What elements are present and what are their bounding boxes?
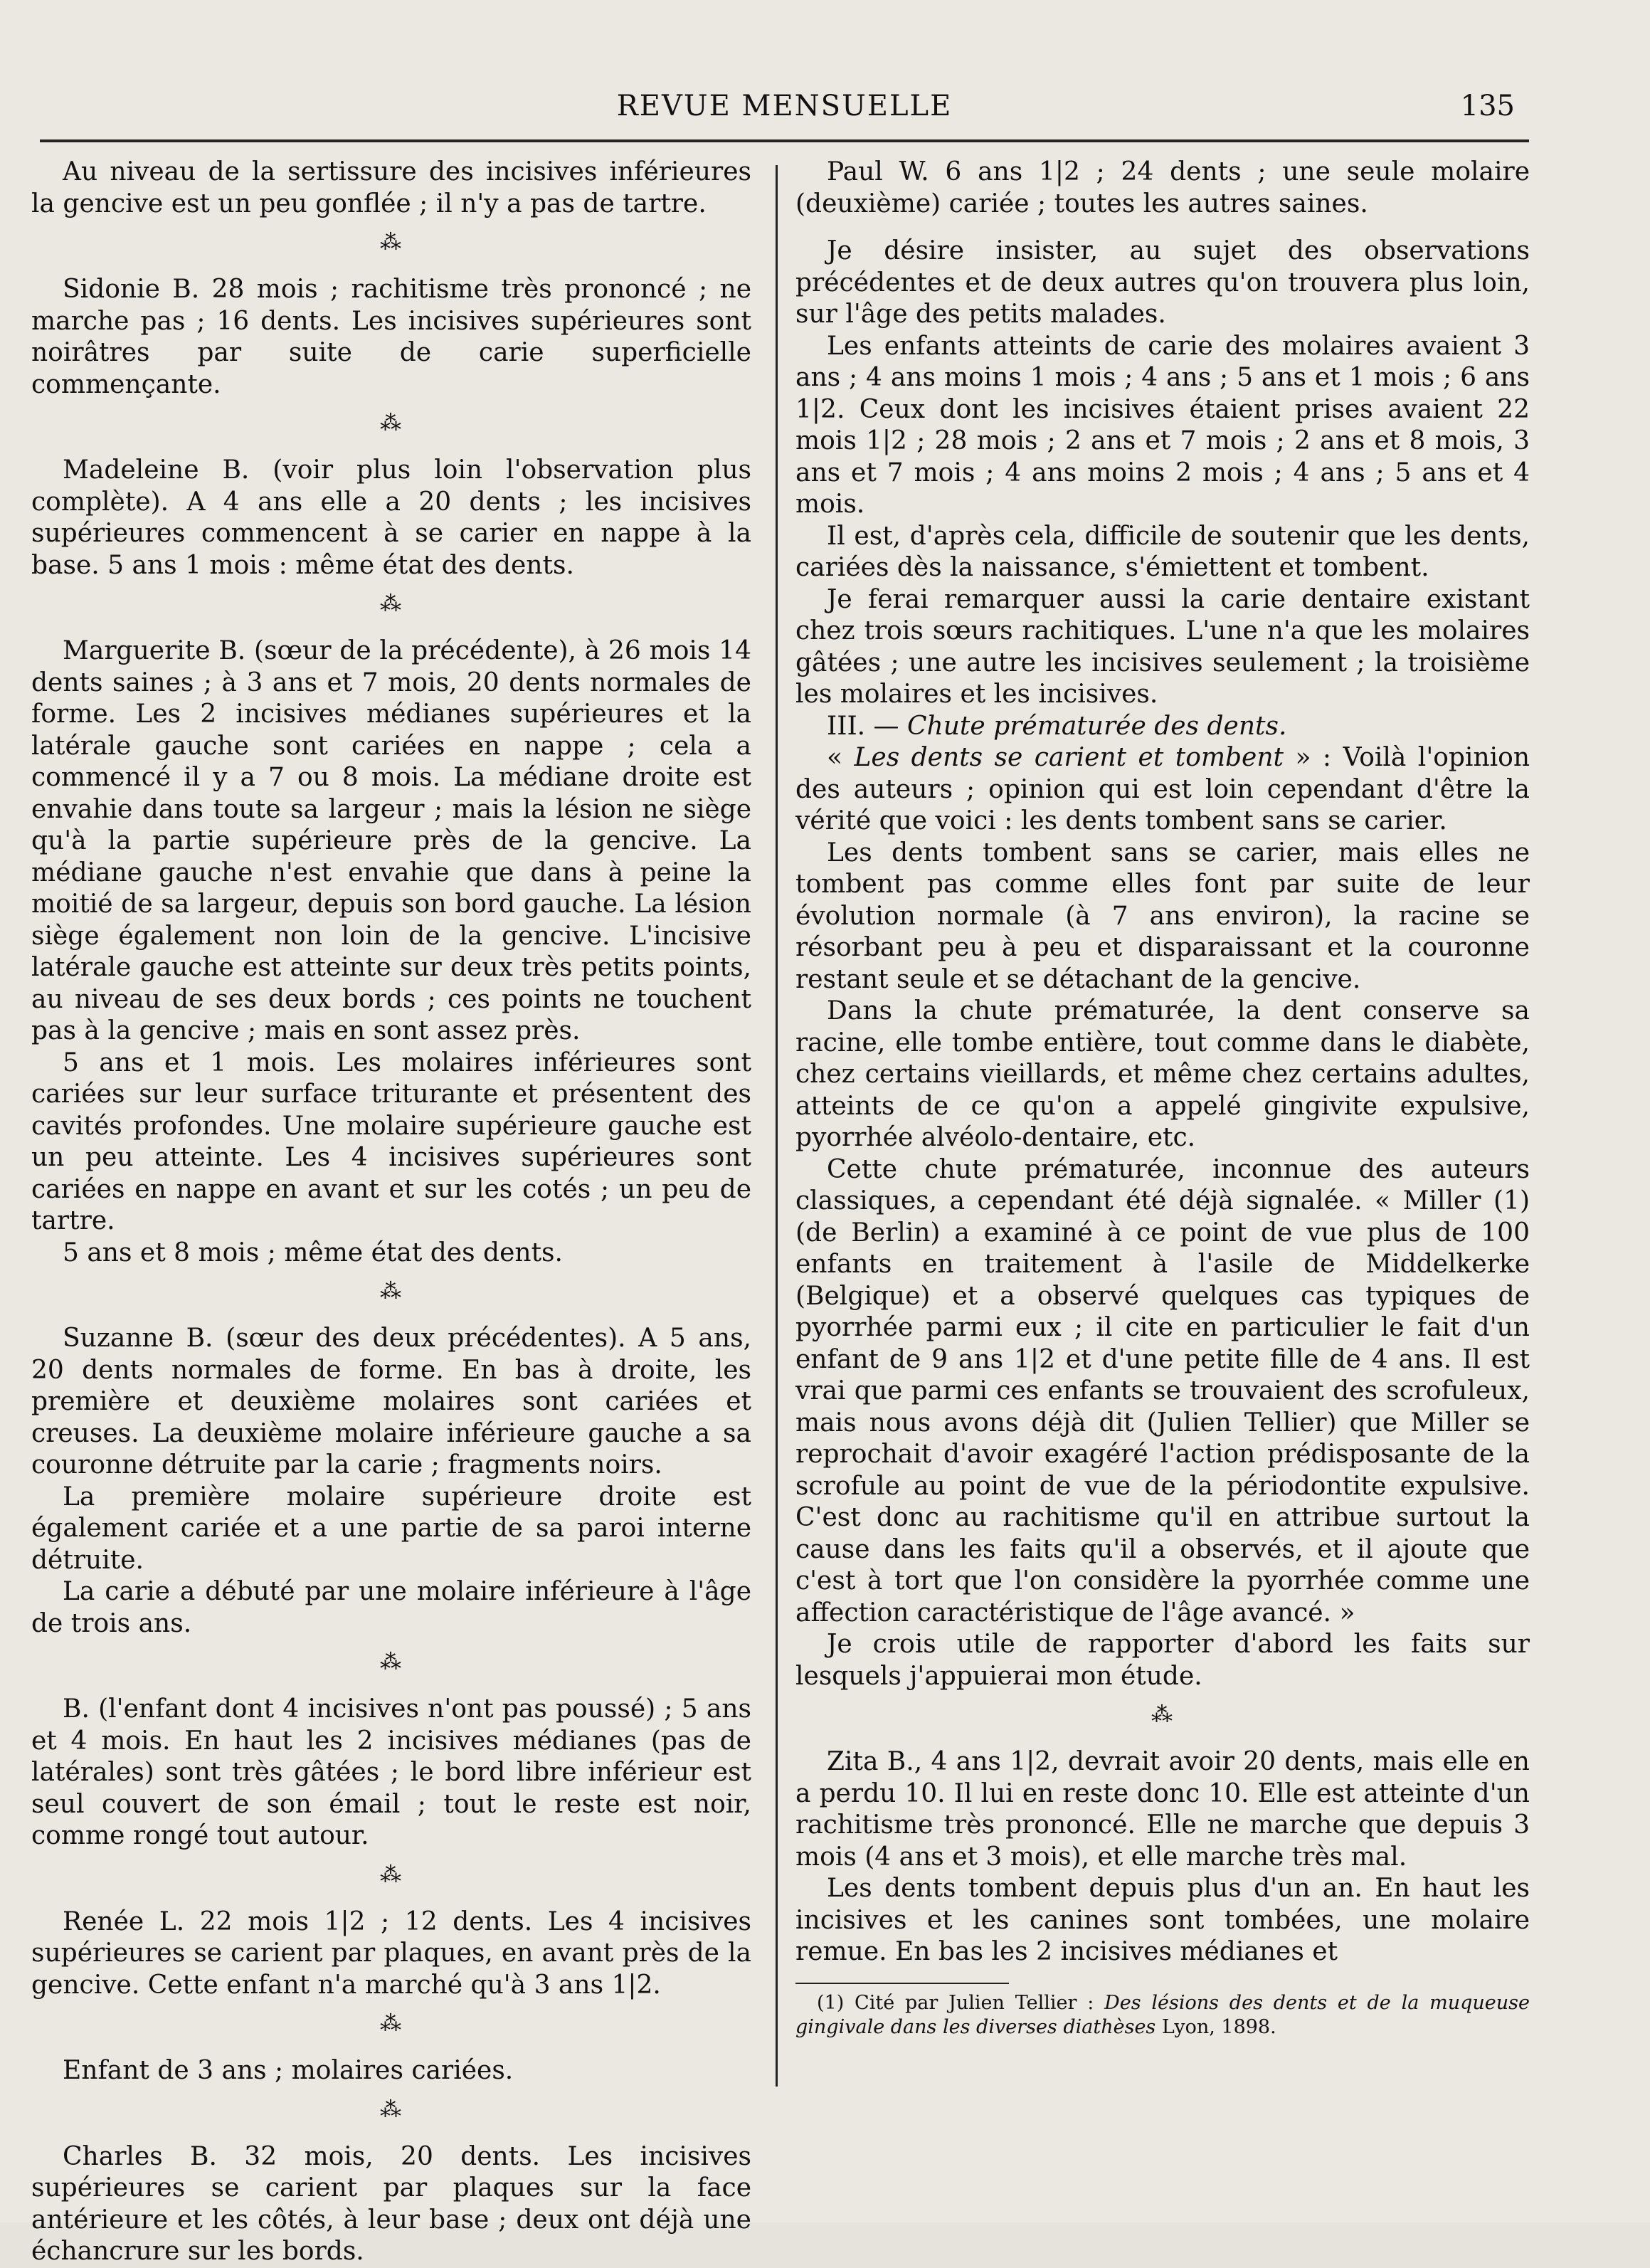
asterism-separator: ⁂ <box>380 591 403 616</box>
paragraph: Enfant de 3 ans ; molaires cariées. <box>63 2056 514 2085</box>
paragraph: Marguerite B. (sœur de la précédente), à 26 mois 14 dents saines ; à 3 ans et 7 mois, 20 dents normales de forme. Les 2 incisives médianes supérieures et la latérale gauche sont cariées en nappe ; cela a commencé il y a 7 ou 8 mois. La médiane droite est envahie dans toute sa largeur ; mais la lésion ne siège qu'à la partie supérieure près de la gencive. La médiane gauche n'est envahie que dans à peine la moitié de sa largeur, depuis son bord gauche. La lésion siège également non loin de la gencive. L'incisive latérale gauche est atteinte sur deux très petits points, au niveau de ses deux bords ; ces points ne touchent pas à la gencive ; mais en sont assez près. <box>31 636 751 1045</box>
footnote-rule <box>795 1983 1009 1984</box>
paragraph: Sidonie B. 28 mois ; rachitisme très prononcé ; ne marche pas ; 16 dents. Les incisives supérieures sont noirâtres par suite de carie superficielle commençante. <box>31 275 751 399</box>
paragraph <box>795 742 1530 838</box>
paragraph: Charles B. 32 mois, 20 dents. Les incisives supérieures se carient par plaques sur la face antérieure et les côtés, à leur base ; deux ont déjà une échancrure sur les bords. <box>31 2141 751 2266</box>
footnote-rest: Lyon, 1898. <box>1155 2015 1276 2038</box>
asterism-separator: ⁂ <box>380 1862 403 1887</box>
paragraph: Au niveau de la sertissure des incisives inférieures la gencive est un peu gonflée ; il n'y a pas de tartre. <box>31 157 751 218</box>
paragraph: Il est, d'après cela, difficile de soutenir que les dents, cariées dès la naissance, s'émiettent et tombent. <box>795 521 1530 582</box>
asterism-separator: ⁂ <box>380 2011 403 2036</box>
column-divider <box>776 165 778 2087</box>
paragraph: Zita B., 4 ans 1|2, devrait avoir 20 dents, mais elle en a perdu 10. Il lui en reste donc 10. Elle est atteinte d'un rachitisme très prononcé. Elle ne marche que depuis 3 mois (4 ans et 3 mois), et elle marche très mal. <box>795 1747 1530 1872</box>
header-rule <box>40 139 1529 142</box>
running-title: REVUE MENSUELLE <box>616 90 953 122</box>
left-column <box>31 157 751 2268</box>
paragraph: Paul W. 6 ans 1|2 ; 24 dents ; une seule molaire (deuxième) cariée ; toutes les autres saines. <box>795 157 1530 218</box>
section-number: III. — <box>827 711 907 741</box>
asterism-separator: ⁂ <box>1151 1702 1174 1727</box>
footnote-title: Des lésions des dents et de la muqueuse gingivale dans les diverses diathèses <box>795 1991 1530 2038</box>
section-title: Chute prématurée des dents. <box>907 711 1287 741</box>
page-number: 135 <box>1460 90 1515 122</box>
asterism-separator: ⁂ <box>380 1279 403 1304</box>
paragraph: Je crois utile de rapporter d'abord les faits sur lesquels j'appuierai mon étude. <box>795 1630 1530 1691</box>
paragraph: Suzanne B. (sœur des deux précédentes). A 5 ans, 20 dents normales de forme. En bas à droite, les première et deuxième molaires sont cariées et creuses. La deuxième molaire inférieure gauche a sa couronne détruite par la carie ; fragments noirs. <box>31 1324 751 1480</box>
paragraph: La carie a débuté par une molaire inférieure à l'âge de trois ans. <box>31 1577 751 1638</box>
spacer <box>795 220 1530 236</box>
right-column <box>795 157 1530 2040</box>
paragraph: 5 ans et 8 mois ; même état des dents. <box>63 1238 563 1267</box>
paragraph: Cette chute prématurée, inconnue des auteurs classiques, a cependant été déjà signalée. « Miller (1) (de Berlin) a examiné à ce point de vue plus de 100 enfants en traitement à l'asile de Middelkerke (Belgique) et a observé quelques cas typiques de pyorrhée parmi eux ; il cite en particulier le fait d'un enfant de 9 ans 1|2 et d'une petite fille de 4 ans. Il est vrai que parmi ces enfants se trouvaient des scrofuleux, mais nous avons déjà dit (Julien Tellier) que Miller se reprochait d'avoir exagéré l'action prédisposante de la scrofule au point de vue de la périodontite expulsive. C'est donc au rachitisme qu'il en attribue surtout la cause dans les faits qu'il a observés, et il ajoute que c'est à tort que l'on considère la pyorrhée comme une affection caractéristique de l'âge avancé. » <box>795 1154 1530 1628</box>
paragraph: Je désire insister, au sujet des observations précédentes et de deux autres qu'on trouvera plus loin, sur l'âge des petits malades. <box>795 236 1530 329</box>
paragraph: B. (l'enfant dont 4 incisives n'ont pas poussé) ; 5 ans et 4 mois. En haut les 2 incisives médianes (pas de latérales) sont très gâtées ; le bord libre inférieur est seul couvert de son émail ; tout le reste est noir, comme rongé tout autour. <box>31 1694 751 1850</box>
paragraph: Les enfants atteints de carie des molaires avaient 3 ans ; 4 ans moins 1 mois ; 4 ans ; 5 ans et 1 mois ; 6 ans 1|2. Ceux dont les incisives étaient prises avaient 22 mois 1|2 ; 28 mois ; 2 ans et 7 mois ; 2 ans et 8 mois, 3 ans et 7 mois ; 4 ans moins 2 mois ; 4 ans ; 5 ans et 4 mois. <box>795 331 1530 519</box>
footnote <box>795 1991 1530 2040</box>
paragraph: 5 ans et 1 mois. Les molaires inférieures sont cariées sur leur surface triturante et présentent des cavités profondes. Une molaire supérieure gauche est un peu atteinte. Les 4 incisives supérieures sont cariées en nappe en avant et sur les cotés ; un peu de tartre. <box>31 1048 751 1235</box>
asterism-separator: ⁂ <box>380 411 403 436</box>
page-header <box>40 80 1529 137</box>
quote-rest: » : Voilà l'opinion des auteurs ; opinion qui est loin cependant d'être la vérité que voici : les dents tombent sans se carier. <box>795 743 1530 835</box>
paragraph: La première molaire supérieure droite est également cariée et a une partie de sa paroi interne détruite. <box>31 1482 751 1575</box>
paragraph: Les dents tombent sans se carier, mais elles ne tombent pas comme elles font par suite de leur évolution normale (à 7 ans environ), la racine se résorbant peu à peu et disparaissant et la couronne restant seule et se détachant de la gencive. <box>795 838 1530 994</box>
paragraph: Dans la chute prématurée, la dent conserve sa racine, elle tombe entière, tout comme dans le diabète, chez certains vieillards, et même chez certains adultes, atteints de ce qu'on a appelé gingivite expulsive, pyorrhée alvéolo-dentaire, etc. <box>795 996 1530 1152</box>
quoted-phrase: Les dents se carient et tombent <box>854 743 1284 772</box>
paragraph: Je ferai remarquer aussi la carie dentaire existant chez trois sœurs rachitiques. L'une n'a que les molaires gâtées ; une autre les incisives seulement ; la troisième les molaires et les incisives. <box>795 584 1530 709</box>
asterism-separator: ⁂ <box>380 2096 403 2122</box>
footnote-marker: (1) Cité par Julien Tellier : <box>817 1991 1105 2014</box>
section-heading <box>795 711 1530 743</box>
asterism-separator: ⁂ <box>380 1650 403 1674</box>
paragraph: Renée L. 22 mois 1|2 ; 12 dents. Les 4 incisives supérieures se carient par plaques, en avant près de la gencive. Cette enfant n'a marché qu'à 3 ans 1|2. <box>31 1906 751 2000</box>
quote-open: « <box>827 743 855 772</box>
asterism-separator: ⁂ <box>380 230 403 255</box>
paragraph: Les dents tombent depuis plus d'un an. En haut les incisives et les canines sont tombées, une molaire remue. En bas les 2 incisives médianes et <box>795 1874 1530 1966</box>
paragraph: Madeleine B. (voir plus loin l'observation plus complète). A 4 ans elle a 20 dents ; les incisives supérieures commencent à se carier en nappe à la base. 5 ans 1 mois : même état des dents. <box>31 455 751 580</box>
